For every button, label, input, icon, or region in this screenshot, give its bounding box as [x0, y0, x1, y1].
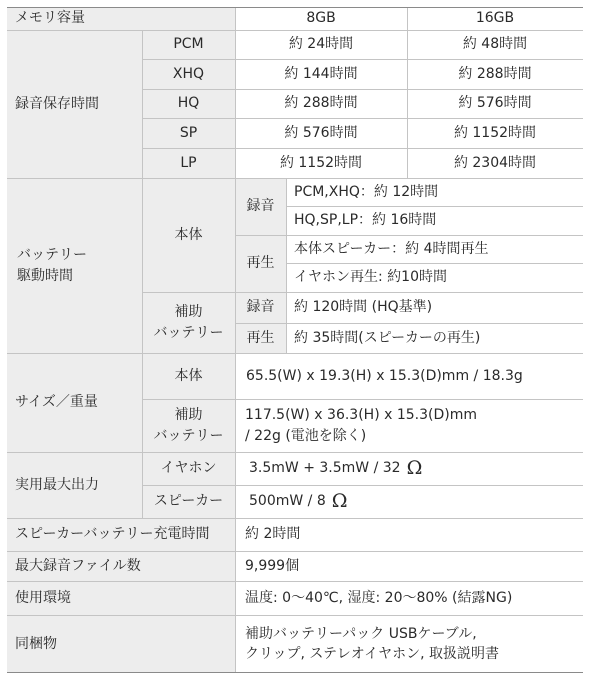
size-aux-label	[142, 399, 235, 452]
battery-main-rec-value-1: PCM,XHQ：約 12時間	[294, 183, 439, 200]
grid-line	[286, 178, 287, 353]
pcm-8gb-value: 約 24時間	[288, 36, 354, 53]
grid-line	[7, 178, 583, 179]
battery-main-play-value-1: 本体スピーカー：約 4時間再生	[294, 240, 489, 257]
lp-16gb-value: 約 2304時間	[453, 154, 537, 171]
battery-main-rec-value-2: HQ,SP,LP：約 16時間	[294, 212, 437, 229]
bundled-label: 同梱物	[15, 635, 57, 652]
lp-8gb-value: 約 1152時間	[279, 154, 363, 171]
grid-line	[235, 323, 583, 324]
xhq-8gb-value: 約 144時間	[284, 65, 358, 82]
output-earphone-label: イヤホン	[160, 460, 217, 477]
bundled-value-line2: クリップ, ステレオイヤホン, 取扱説明書	[245, 646, 499, 662]
battery-main-rec-label: 録音	[246, 198, 275, 215]
battery-label-line2: 駆動時間	[17, 267, 73, 284]
size-aux-label-line2: バッテリー	[153, 427, 224, 444]
grid-line	[142, 89, 583, 90]
battery-aux-label	[142, 292, 235, 353]
mode-xhq: XHQ	[172, 65, 205, 82]
grid-line	[235, 7, 236, 673]
grid-line	[142, 485, 583, 486]
max-files-label: 最大録音ファイル数	[15, 557, 141, 574]
mode-lp: LP	[180, 154, 197, 171]
grid-line	[7, 581, 583, 582]
sp-16gb-value: 約 1152時間	[453, 124, 537, 141]
battery-main-play-label: 再生	[246, 255, 275, 272]
grid-line	[142, 30, 143, 518]
bundled-value	[235, 615, 583, 673]
xhq-16gb-value: 約 288時間	[458, 65, 532, 82]
grid-line	[7, 353, 583, 354]
grid-line	[142, 59, 583, 60]
pcm-16gb-value: 約 48時間	[462, 36, 528, 53]
battery-aux-play-label: 再生	[246, 329, 275, 346]
hq-16gb-value: 約 576時間	[458, 95, 532, 112]
grid-line	[235, 235, 583, 236]
grid-line	[7, 551, 583, 552]
max-files-value: 9,999個	[245, 557, 300, 574]
grid-line	[142, 399, 583, 400]
output-speaker-label: スピーカー	[153, 493, 224, 510]
mode-pcm: PCM	[173, 36, 204, 53]
output-earphone-value-text: 3.5mW + 3.5mW / 32	[249, 460, 401, 477]
memory-16gb-header: 16GB	[475, 10, 515, 27]
grid-line	[286, 206, 583, 207]
battery-label-line1: バッテリー	[17, 247, 87, 264]
grid-line	[142, 292, 583, 293]
grid-line	[142, 148, 583, 149]
record-time-label: 録音保存時間	[15, 95, 99, 112]
grid-line	[407, 7, 408, 178]
size-aux-value-line1: 117.5(W) x 36.3(H) x 15.3(D)mm	[245, 407, 477, 424]
mode-sp: SP	[179, 124, 198, 141]
mode-hq: HQ	[177, 95, 200, 112]
grid-line	[286, 263, 583, 264]
battery-main-play-value-2: イヤホン再生: 約10時間	[294, 269, 447, 286]
grid-line	[7, 30, 583, 31]
environment-label: 使用環境	[15, 589, 71, 606]
battery-aux-rec-value: 約 120時間 (HQ基準)	[294, 299, 433, 316]
battery-aux-rec-label: 録音	[246, 299, 275, 316]
size-main-value: 65.5(W) x 19.3(H) x 15.3(D)mm / 18.3g	[246, 367, 523, 384]
bundled-value-line1: 補助バッテリーパック USBケーブル,	[245, 625, 477, 642]
size-weight-label: サイズ／重量	[15, 394, 98, 411]
grid-line	[7, 672, 583, 673]
hq-8gb-value: 約 288時間	[284, 95, 358, 112]
battery-time-label	[7, 178, 142, 353]
spec-table	[7, 7, 583, 673]
grid-line	[7, 518, 583, 519]
charge-time-value: 約 2時間	[245, 526, 301, 543]
battery-aux-label-line2: バッテリー	[153, 324, 224, 341]
memory-8gb-header: 8GB	[306, 10, 336, 27]
size-aux-value	[235, 399, 583, 452]
grid-line	[7, 452, 583, 453]
size-main-body-label: 本体	[174, 367, 203, 384]
sp-8gb-value: 約 576時間	[284, 124, 358, 141]
size-aux-value-line2: / 22g (電池を除く)	[245, 427, 367, 444]
memory-label: メモリ容量	[15, 10, 85, 27]
battery-aux-label-line1: 補助	[174, 304, 203, 321]
charge-time-label: スピーカーバッテリー充電時間	[15, 526, 210, 543]
grid-line	[142, 118, 583, 119]
size-aux-label-line1: 補助	[174, 407, 203, 424]
grid-line	[7, 7, 583, 8]
output-label: 実用最大出力	[15, 476, 99, 493]
grid-line	[7, 615, 583, 616]
output-earphone-value	[235, 452, 583, 485]
ohm-symbol: Ω	[406, 456, 423, 479]
output-speaker-value	[235, 485, 583, 518]
battery-main-body-label: 本体	[174, 226, 203, 243]
battery-aux-play-value: 約 35時間(スピーカーの再生)	[294, 329, 481, 346]
environment-value: 温度: 0～40℃, 湿度: 20～80% (結露NG)	[245, 589, 513, 606]
output-speaker-value-text: 500mW / 8	[249, 493, 326, 510]
ohm-symbol: Ω	[331, 489, 348, 512]
